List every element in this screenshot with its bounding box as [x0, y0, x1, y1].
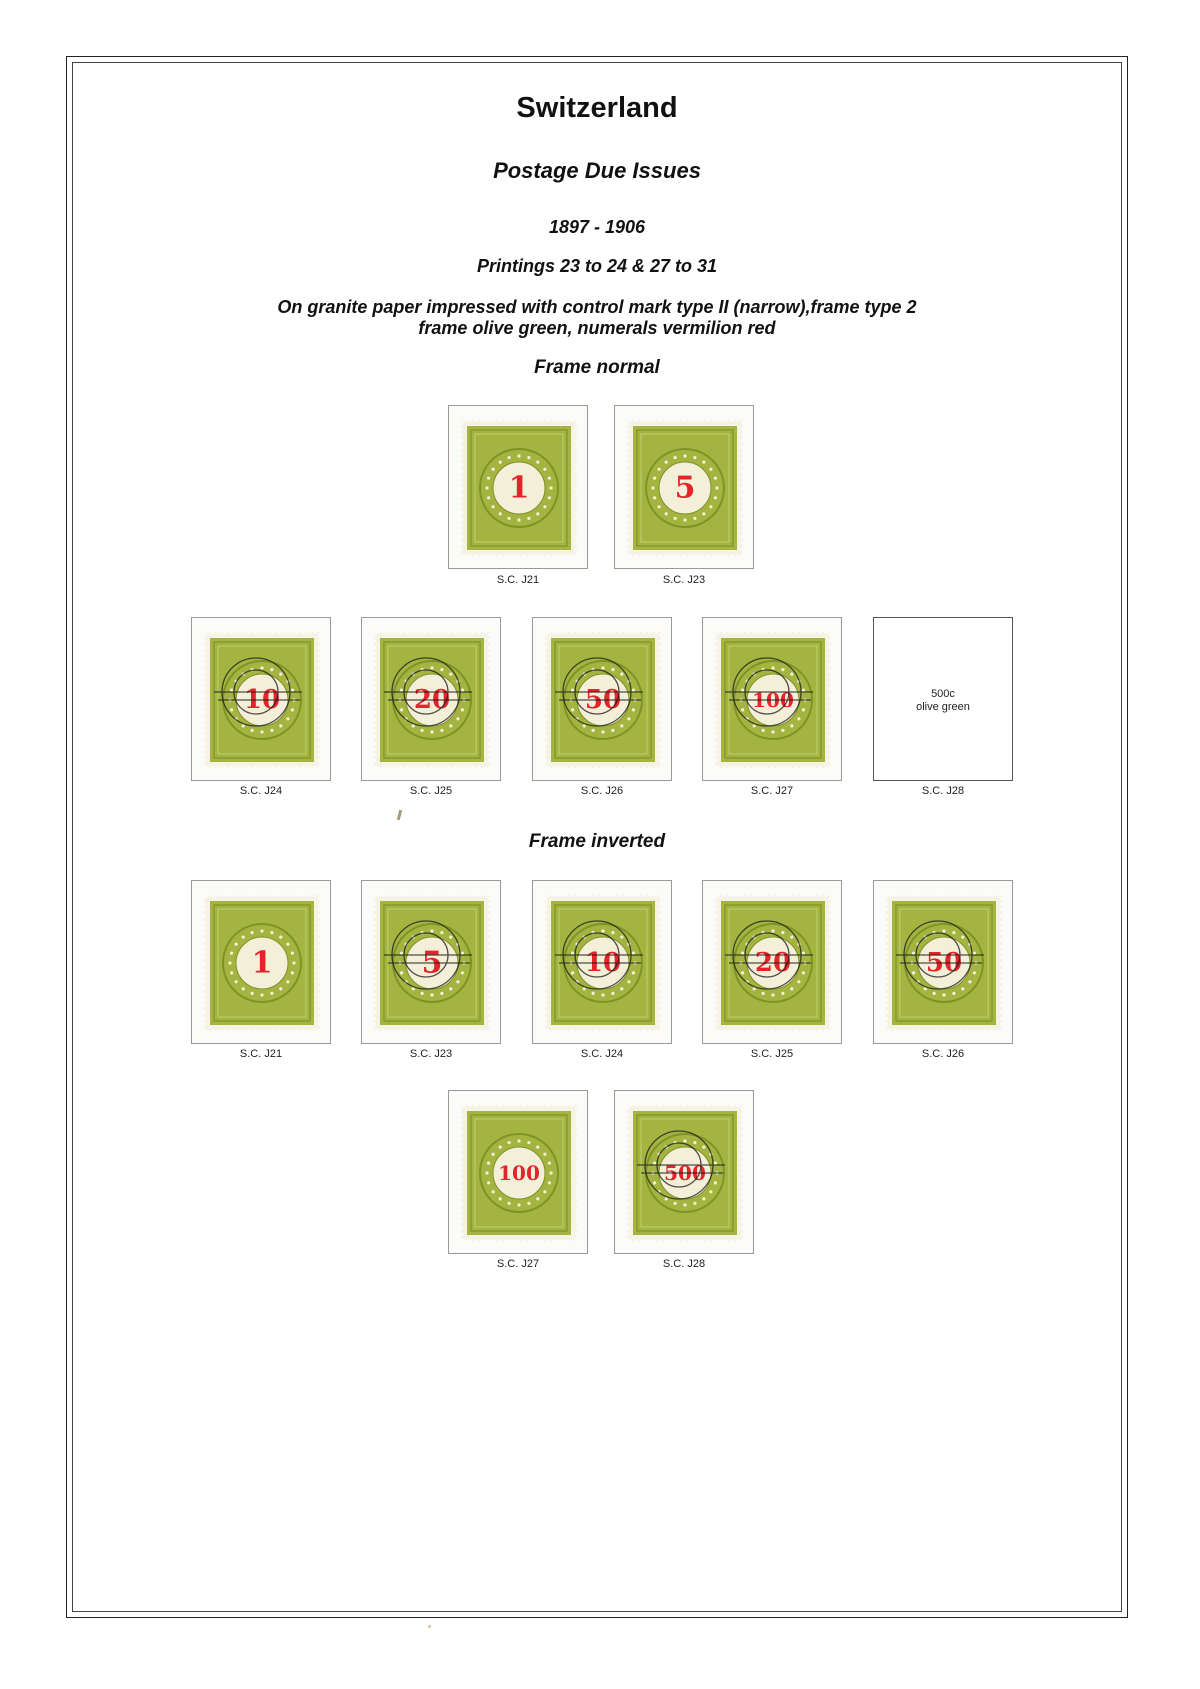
placeholder-value: 500c — [931, 688, 955, 700]
stamp-numeral: 100 — [498, 1161, 540, 1185]
stamp-numeral: 5 — [674, 470, 696, 506]
stamp-mount — [361, 880, 501, 1044]
empty-stamp-space — [873, 617, 1013, 781]
stamp-numeral: 10 — [243, 685, 281, 715]
stamp-caption: S.C. J21 — [496, 574, 540, 586]
page-title: Switzerland — [516, 92, 678, 124]
stamp-mount — [361, 617, 501, 781]
stamp-caption: S.C. J23 — [409, 1048, 453, 1060]
postage-due-stamp — [374, 895, 490, 1031]
stamp-caption: S.C. J28 — [921, 785, 965, 797]
stamp-mount — [873, 880, 1013, 1044]
stamp-caption: S.C. J27 — [750, 785, 794, 797]
placeholder-color: olive green — [916, 701, 970, 713]
stamp-numeral: 5 — [421, 945, 443, 981]
postage-due-stamp — [204, 895, 320, 1031]
stamp-numeral: 50 — [584, 685, 622, 715]
stamp-mount — [614, 1090, 754, 1254]
stamp-numeral: 1 — [251, 945, 273, 981]
stamp-caption: S.C. J26 — [580, 785, 624, 797]
postage-due-stamp — [715, 895, 831, 1031]
issue-description — [72, 297, 1122, 339]
postage-due-stamp — [886, 895, 1002, 1031]
stamp-mount — [191, 617, 331, 781]
stamp-caption: S.C. J25 — [409, 785, 453, 797]
stamp-caption: S.C. J25 — [750, 1048, 794, 1060]
stamp-caption: S.C. J28 — [662, 1258, 706, 1270]
stamp-caption: S.C. J27 — [496, 1258, 540, 1270]
postage-due-stamp — [374, 632, 490, 768]
stamp-numeral: 1 — [508, 470, 530, 506]
postage-due-stamp — [204, 632, 320, 768]
stamp-mount — [702, 617, 842, 781]
stamp-caption: S.C. J21 — [239, 1048, 283, 1060]
postage-due-stamp — [715, 632, 831, 768]
description-line-1: On granite paper impressed with control mark type II (narrow),frame type 2 — [277, 297, 917, 317]
stamp-numeral: 100 — [752, 688, 794, 712]
stamp-mount — [448, 405, 588, 569]
printings-info: Printings 23 to 24 & 27 to 31 — [476, 256, 718, 276]
postage-due-stamp — [545, 895, 661, 1031]
placeholder-note — [874, 688, 1012, 714]
stamp-caption: S.C. J26 — [921, 1048, 965, 1060]
page-subtitle: Postage Due Issues — [493, 158, 701, 183]
stamp-mount — [614, 405, 754, 569]
stamp-numeral: 10 — [584, 948, 622, 978]
postage-due-stamp — [627, 420, 743, 556]
paper-speck — [428, 1625, 431, 1628]
postage-due-stamp — [461, 420, 577, 556]
stamp-numeral: 20 — [413, 685, 451, 715]
postage-due-stamp — [461, 1105, 577, 1241]
postage-due-stamp — [545, 632, 661, 768]
stamp-mount — [532, 617, 672, 781]
stamp-numeral: 500 — [664, 1161, 706, 1185]
stamp-caption: S.C. J24 — [580, 1048, 624, 1060]
stamp-mount — [702, 880, 842, 1044]
description-line-2: frame olive green, numerals vermilion red — [418, 318, 776, 338]
stamp-mount — [191, 880, 331, 1044]
section-heading-frame-normal: Frame normal — [534, 357, 660, 378]
stamp-mount — [532, 880, 672, 1044]
postage-due-stamp — [627, 1105, 743, 1241]
stamp-caption: S.C. J24 — [239, 785, 283, 797]
stamp-numeral: 20 — [754, 948, 792, 978]
stamp-mount — [448, 1090, 588, 1254]
stamp-numeral: 50 — [925, 948, 963, 978]
issue-years: 1897 - 1906 — [548, 217, 646, 237]
stamp-caption: S.C. J23 — [662, 574, 706, 586]
section-heading-frame-inverted: Frame inverted — [528, 831, 666, 852]
